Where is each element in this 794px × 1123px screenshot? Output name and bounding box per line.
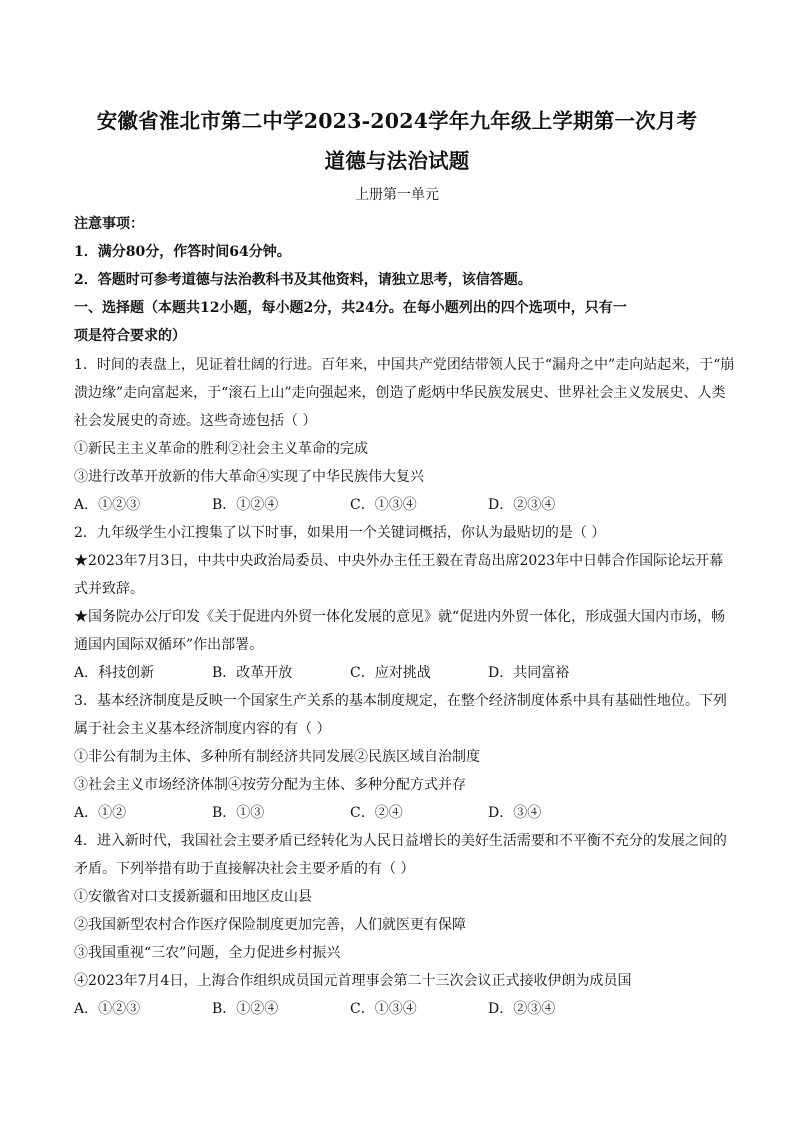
option-a[interactable]: A．科技创新: [74, 665, 155, 681]
exam-title: 安徽省淮北市第二中学2023-2024学年九年级上学期第一次月考: [96, 109, 698, 133]
notice-item-2: 2．答题时可参考道德与法治教科书及其他资料，请独立思考，该信答题。: [74, 272, 532, 288]
option-c[interactable]: C．①③④: [350, 497, 417, 513]
notice-heading: 注意事项：: [74, 216, 144, 232]
news-item: ★2023年7月3日，中共中央政治局委员、中央外办主任王毅在青岛出席2023年中日韩合作国际论坛开幕: [74, 553, 724, 569]
statement-line: ②我国新型农村合作医疗保险制度更加完善，人们就医更有保障: [74, 917, 466, 933]
news-item-cont: 式并致辞。: [74, 581, 144, 597]
answer-options: [74, 998, 724, 1018]
answer-options: [74, 662, 724, 682]
statement-line: ③我国重视“三农”问题，全力促进乡村振兴: [74, 945, 341, 961]
question-text: 属于社会主义基本经济制度内容的有（ ）: [74, 721, 331, 737]
statement-line: ③社会主义市场经济体制④按劳分配为主体、多种分配方式并存: [74, 777, 466, 793]
option-b[interactable]: B．①②④: [212, 1001, 279, 1017]
question-text: 矛盾。下列举措有助于直接解决社会主要矛盾的有（ ）: [74, 861, 415, 877]
question-text: 社会发展史的奇迹。这些奇迹包括（ ）: [74, 413, 317, 429]
news-item-cont: 通国内国际双循环”作出部署。: [74, 637, 264, 653]
question-text: 1．时间的表盘上，见证着壮阔的行进。百年来，中国共产党团结带领人民于“漏舟之中”走向站起来，于“崩: [74, 357, 735, 373]
option-c[interactable]: C．②④: [350, 805, 403, 821]
news-item: ★国务院办公厅印发《关于促进内外贸一体化发展的意见》就“促进内外贸一体化，形成强大国内市场，畅: [74, 609, 726, 625]
statement-line: ④2023年7月4日，上海合作组织成员国元首理事会第二十三次会议正式接收伊朗为成员国: [74, 973, 632, 989]
option-d[interactable]: D．②③④: [488, 1001, 556, 1017]
option-d[interactable]: D．②③④: [488, 497, 556, 513]
statement-line: ①非公有制为主体、多种所有制经济共同发展②民族区域自治制度: [74, 749, 480, 765]
statement-line: ①新民主主义革命的胜利②社会主义革命的完成: [74, 441, 368, 457]
exam-unit: 上册第一单元: [355, 187, 439, 203]
answer-options: [74, 494, 724, 514]
option-d[interactable]: D．共同富裕: [488, 665, 570, 681]
question-text: 3．基本经济制度是反映一个国家生产关系的基本制度规定，在整个经济制度体系中具有基础性地位。下列: [74, 693, 727, 709]
option-d[interactable]: D．③④: [488, 805, 542, 821]
notice-item-1: 1．满分80分，作答时间64分钟。: [74, 244, 291, 260]
option-b[interactable]: B．①②④: [212, 497, 279, 513]
option-c[interactable]: C．①③④: [350, 1001, 417, 1017]
section-heading-cont: 项是符合要求的）: [74, 328, 186, 344]
section-heading: 一、选择题（本题共12小题，每小题2分，共24分。在每小题列出的四个选项中，只有一: [74, 300, 627, 316]
option-b[interactable]: B．改革开放: [212, 665, 293, 681]
question-text: 溃边缘”走向富起来，于“滚石上山”走向强起来，创造了彪炳中华民族发展史、世界社会主义发展史、人类: [74, 385, 726, 401]
option-a[interactable]: A．①②: [74, 805, 127, 821]
statement-line: ③进行改革开放新的伟大革命④实现了中华民族伟大复兴: [74, 469, 424, 485]
answer-options: [74, 802, 724, 822]
question-text: 2．九年级学生小江搜集了以下时事，如果用一个关键词概括，你认为最贴切的是（ ）: [74, 525, 606, 541]
option-b[interactable]: B．①③: [212, 805, 265, 821]
question-text: 4．进入新时代，我国社会主要矛盾已经转化为人民日益增长的美好生活需要和不平衡不充分的发展之间的: [74, 833, 727, 849]
option-c[interactable]: C．应对挑战: [350, 665, 431, 681]
option-a[interactable]: A．①②③: [74, 1001, 141, 1017]
exam-subject: 道德与法治试题: [324, 149, 470, 173]
statement-line: ①安徽省对口支援新疆和田地区皮山县: [74, 889, 312, 905]
option-a[interactable]: A．①②③: [74, 497, 141, 513]
